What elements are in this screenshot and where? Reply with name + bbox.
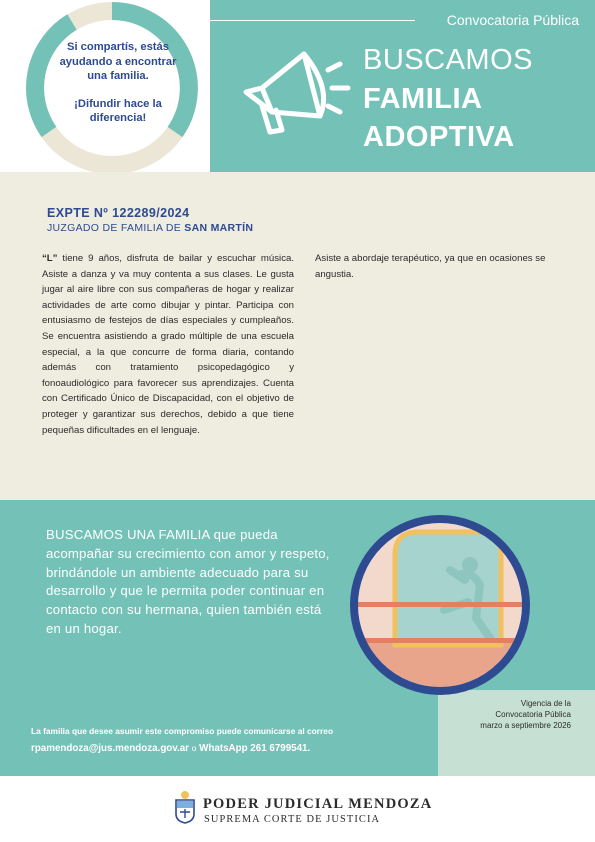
description-column-1	[42, 251, 294, 438]
appeal-section	[0, 500, 595, 776]
contact-details	[31, 743, 310, 754]
org-name: PODER JUDICIAL MENDOZA	[203, 796, 433, 812]
description-column-2: Asiste a abordaje terapéutico, ya que en ocasiones se angustia.	[315, 253, 546, 280]
appeal-text: BUSCAMOS UNA FAMILIA que pueda acompañar su crecimiento con amor y respeto, brindándole un ambiente adecuado para su desarrollo y que le permita poder continuar en contacto con su hermana, quien también está en un hogar.	[46, 527, 330, 636]
dance-studio-illustration	[340, 510, 540, 700]
title-buscamos: BUSCAMOS	[363, 44, 533, 76]
share-line-1: Si compartís, estás ayudando a encontrar una familia.	[59, 41, 177, 82]
megaphone-icon	[236, 44, 356, 144]
expte-number: EXPTE Nº 122289/2024	[47, 206, 190, 220]
case-section	[0, 172, 595, 500]
juzgado-place: SAN MARTÍN	[184, 222, 254, 234]
title-panel	[210, 0, 595, 172]
juzgado	[47, 222, 253, 234]
email-link[interactable]: rpamendoza@jus.mendoza.gov.ar	[31, 743, 189, 754]
description-text-1: tiene 9 años, disfruta de bailar y escuchar música. Asiste a danza y va muy contenta a sus clases. Le gusta jugar al aire libre con sus compañeras de hogar y realizar actividades de arte como dibujar y pintar. Participa con entusiasmo de festejos de días especiales y cumpleaños. Se encuentra asistiendo a grado múltiple de una escuela especial, a la que concurre de forma diaria, contando además con tratamiento psicopedagógico y fonoaudiológico para favorecer sus aprendizajes. Cuenta con Certificado Único de Discapacidad, con el objetivo de proteger y garantizar sus derechos, debido a que tiene pequeñas dificultades en el lenguaje.	[42, 253, 294, 436]
vigencia-line-1: Vigencia de la	[520, 699, 571, 708]
title-adoptiva: ADOPTIVA	[363, 121, 515, 153]
contact-intro: La familia que desee asumir este compromiso puede comunicarse al correo	[31, 726, 334, 736]
convocatoria-label: Convocatoria Pública	[446, 12, 579, 28]
contact-or: o	[191, 743, 197, 753]
divider	[210, 20, 415, 21]
org-subtitle: SUPREMA CORTE DE JUSTICIA	[204, 814, 381, 825]
share-line-2: ¡Difundir hace la diferencia!	[74, 97, 162, 124]
vigencia-line-2: Convocatoria Pública	[495, 710, 571, 719]
vigencia-line-3: marzo a septiembre 2026	[480, 721, 571, 730]
whatsapp-link[interactable]: WhatsApp 261 6799541.	[199, 743, 311, 754]
share-message	[52, 40, 184, 126]
title-familia: FAMILIA	[363, 83, 483, 115]
shield-icon	[174, 790, 196, 824]
share-panel	[0, 0, 210, 172]
juzgado-prefix: JUZGADO DE FAMILIA DE	[47, 222, 182, 234]
vigencia	[441, 698, 571, 731]
footer	[0, 776, 595, 842]
child-name: “L”	[42, 253, 58, 264]
